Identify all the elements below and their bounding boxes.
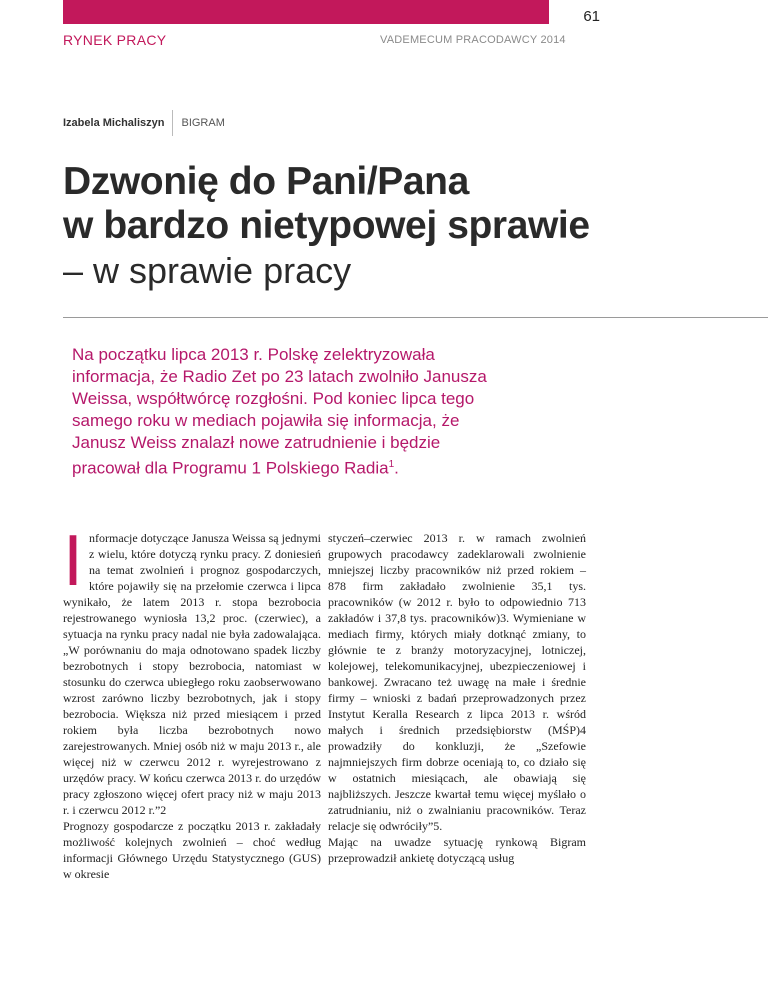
lead-end: . bbox=[394, 458, 399, 478]
lead-paragraph bbox=[72, 344, 512, 480]
author-company: BIGRAM bbox=[181, 117, 225, 129]
byline bbox=[63, 110, 225, 136]
article-subtitle: – w sprawie pracy bbox=[63, 250, 352, 291]
author-name: Izabela Michaliszyn bbox=[63, 117, 165, 129]
body-column-1 bbox=[63, 521, 321, 882]
column-1-text: nformacje dotyczące Janusza Weissa są jednymi z wielu, które dotyczą rynku pracy. Z doniesień na temat zwolnień i prognoz gospodarczych, które pojawiły się na przełomie czerwca i lipca wynikało, że latem 2013 r. stopa bezrobocia rejestrowanego wyniosła 13,2 proc. (czerwiec), a sytuacja na rynku pracy nadal nie była zadowalająca. „W porównaniu do maja odnotowano spadek liczby bezrobotnych i stopy bezrobocia, natomiast w stosunku do czerwca ubiegłego roku zaobserwowano wzrost zarówno liczby bezrobotnych, jak i stopy bezrobocia. Większa niż przed miesiącem i przed rokiem była liczba bezrobotnych nowo zarejestrowanych. Mniej osób niż w maju 2013 r., ale więcej niż w czerwcu 2012 r. wyrejestrowano z urzędów pracy. W końcu czerwca 2013 r. do urzędów pracy zgłoszono więcej ofert pracy niż w maju 2013 r. i czerwcu 2012 r.”2 Prognozy gospodarcze z początku 2013 r. zakładały możliwość kolejnych zwolnień – choć według informacji Głównego Urzędu Statystycznego (GUS) w okresie bbox=[63, 531, 321, 881]
header-accent-bar bbox=[63, 0, 549, 24]
drop-cap: I bbox=[63, 521, 84, 601]
byline-divider bbox=[172, 110, 173, 136]
article-title bbox=[63, 160, 590, 248]
body-column-2: styczeń–czerwiec 2013 r. w ramach zwolnień grupowych pracodawcy zadeklarowali zwolnienie mniejszej liczby pracowników niż przed rokiem – 878 firm zakładało zwolnienie 35,1 tys. pracowników (w 2012 r. było to odpowiednio 713 zakładów i 37,8 tys. pracowników)3. Wymieniane w mediach firmy, których miały dotknąć zmiany, to głównie te z branży motoryzacyjnej, lotniczej, kolejowej, telekomunikacyjnej, ubezpieczeniowej i bankowej. Zwracano też uwagę na małe i średnie firmy – wnioski z badań przeprowadzonych przez Instytut Keralla Research z lipca 2013 r. wśród małych i średnich przedsiębiorstw (MŚP)4 prowadziły do konkluzji, że „Szefowie najmniejszych firm dobrze oceniają to, co działo się w ostatnich miesiącach, ale obawiają się najbliższych. Jeszcze kwartał temu więcej myślało o zatrudnianiu, niż o zwalnianiu pracowników. Teraz relacje się odwróciły”5. Mając na uwadze sytuację rynkową Bigram przeprowadził ankietę dotyczącą usług bbox=[328, 531, 586, 865]
title-line-1: Dzwonię do Pani/Pana bbox=[63, 160, 469, 203]
page-number: 61 bbox=[583, 8, 600, 25]
publication-label: VADEMECUM PRACODAWCY 2014 bbox=[380, 34, 566, 46]
lead-footnote: 1 bbox=[388, 459, 395, 470]
lead-text: Na początku lipca 2013 r. Polskę zelektryzowała informacja, że Radio Zet po 23 latach zwolniło Janusza Weissa, współtwórcę rozgłośni. Pod koniec lipca tego samego roku w mediach pojawiła się informacja, że Janusz Weiss znalazł nowe zatrudnienie i będzie pracował dla Programu 1 Polskiego Radia bbox=[72, 345, 487, 478]
divider-rule bbox=[63, 317, 768, 318]
title-line-2: w bardzo nietypowej sprawie bbox=[63, 204, 590, 247]
section-label: RYNEK PRACY bbox=[63, 32, 167, 48]
